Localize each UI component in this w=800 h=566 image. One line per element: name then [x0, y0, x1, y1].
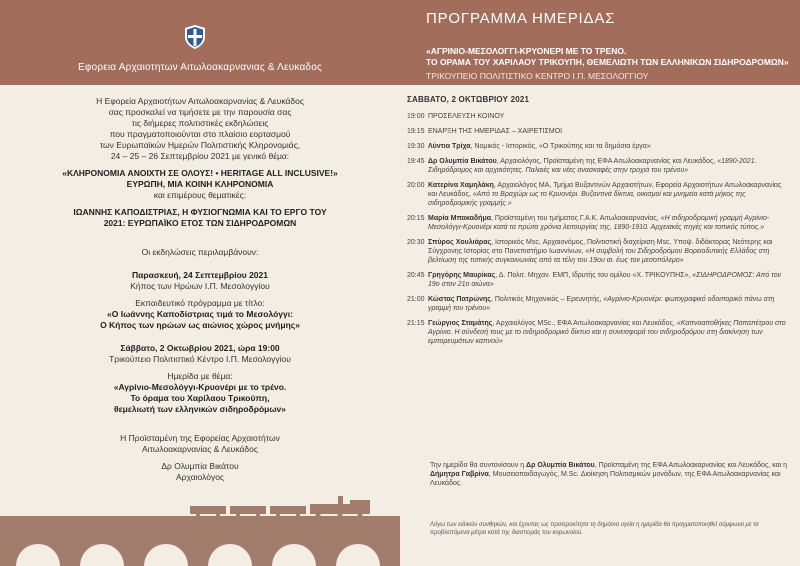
saturday-title-1: «Αγρίνιο-Μεσολόγγι-Κρυονέρι με το τρένο.	[113, 382, 287, 392]
item-time: 21:00	[407, 296, 425, 303]
item-text	[428, 157, 787, 175]
speaker-name: Γεώργιος Σταμάτης	[428, 320, 493, 327]
program-item	[407, 271, 787, 289]
day-title: ΣΑΒΒΑΤΟ, 2 ΟΚΤΩΒΡΙΟΥ 2021	[407, 95, 530, 104]
program-title: ΠΡΟΓΡΑΜΜΑ ΗΜΕΡΙΔΑΣ	[426, 10, 616, 27]
item-time: 20:45	[407, 272, 425, 279]
venue: ΤΡΙΚΟΥΠΕΙΟ ΠΟΛΙΤΙΣΤΙΚΟ ΚΕΝΤΡΟ Ι.Π. ΜΕΣΟΛΟΓΓΙΟΥ	[426, 71, 649, 81]
item-time: 19:30	[407, 143, 425, 150]
speaker-name: Μαρία Μπακαδήμα	[428, 215, 492, 222]
coord-text-3: , Μουσειοπαιδαγωγός, M.Sc. Διοίκηση Πολιτισμικών μονάδων, της ΕΦΑ Αιτωλοακαρνανίας και Λευκάδος.	[430, 471, 781, 487]
event-title-line-1: «ΑΓΡΙΝΙΟ-ΜΕΣΟΛΟΓΓΙ-ΚΡΥΟΝΕΡΙ ΜΕ ΤΟ ΤΡΕΝΟ.	[426, 46, 627, 56]
saturday-place: Τρικούπειο Πολιτιστικό Κέντρο Ι.Π. Μεσολογγίου	[109, 354, 291, 364]
item-desc: , Νομικός - Ιστορικός, «Ο Τρικούπης και τα δημόσια έργα»	[470, 143, 651, 150]
friday-title-1: «Ο Ιωάννης Καποδίστριας τιμά το Μεσολόγγι:	[107, 309, 293, 319]
item-desc: , Πολιτικός Μηχανικός – Ερευνητής,	[490, 296, 602, 303]
item-text	[428, 214, 787, 232]
events-intro: Οι εκδηλώσεις περιλαμβάνουν:	[141, 247, 259, 257]
friday-title-2: Ο Κήπος των ηρώων ως αιώνιος χώρος μνήμης»	[100, 320, 300, 330]
item-desc: , Αρχαιολόγος MA, Τμήμα Βυζαντινών Αρχαιοτήτων, Εφορεία Αρχαιοτήτων Αιτωλοακαρνανίας και Λευκάδος,	[428, 182, 782, 198]
program-item	[407, 181, 787, 208]
greek-emblem-icon	[183, 24, 207, 50]
program-item	[407, 157, 787, 175]
saturday-time: ώρα 19:00	[237, 343, 280, 353]
coord-text-2: , Προϊσταμένη της ΕΦΑ Αιτωλοακαρνανίας και Λευκάδος, και η	[594, 462, 788, 469]
org-title: Εφορεια Αρχαιοτητων Αιτωλοακαρνανιας & Λευκαδος	[78, 62, 322, 73]
speaker-name: Κατερίνα Χαμηλάκη	[428, 182, 494, 189]
signature-role: Αρχαιολόγος	[175, 472, 225, 482]
item-text	[428, 181, 787, 208]
sub-intro: και επιμέρους θεματικές:	[153, 190, 247, 200]
invitation-column	[40, 96, 360, 483]
item-text	[428, 127, 787, 136]
item-text	[428, 112, 787, 121]
item-time: 20:15	[407, 215, 425, 222]
train-bridge-illustration	[0, 496, 400, 566]
speaker-name: Κώστας Πατρώνης	[428, 296, 491, 303]
signature-line-1: Η Προϊσταμένη της Εφορείας Αρχαιοτήτων	[120, 433, 280, 443]
header-left	[0, 0, 400, 85]
intro-line-5: των Ευρωπαϊκών Ημερών Πολιτιστικής Κληρονομιάς,	[99, 140, 301, 150]
speaker-name: Λύντια Τρίχα	[428, 143, 471, 150]
saturday-title-2: Το όραμα του Χαρίλαου Τρικούπη,	[130, 393, 270, 403]
intro-line-3: τις διήμερες πολιτιστικές εκδηλώσεις	[131, 118, 269, 128]
talk-title: «Αγρίνιο-Κρυονέρι: φωτογραφικό οδοιπορικό πάνω στη γραμμή του τρένου»	[428, 296, 775, 312]
talk-title: «ΣΙΔΗΡΟΔΡΟΜΟΣ: Από τον 19ο στον 21ο αιώνα»	[428, 272, 782, 288]
program-item	[407, 214, 787, 232]
item-desc: , Προϊσταμένη του τμήματος Γ.Α.Κ. Αιτωλοακαρνανίας,	[491, 215, 659, 222]
speaker-name: Γρηγόρης Μαυρίκας	[428, 272, 496, 279]
speaker-name: Δρ Ολυμπία Βικάτου	[428, 158, 497, 165]
friday-place: Κήπος των Ηρώων Ι.Π. Μεσολογγίου	[130, 281, 270, 291]
program-item	[407, 127, 787, 136]
item-time: 19:15	[407, 128, 425, 135]
item-time: 21:15	[407, 320, 425, 327]
program-item	[407, 319, 787, 346]
item-text	[428, 295, 787, 313]
coord-text-1: Την ημερίδα θα συντονίσουν η	[430, 462, 527, 469]
item-time: 20:00	[407, 182, 425, 189]
item-time: 20:30	[407, 239, 425, 246]
saturday-desc: Ημερίδα με θέμα:	[167, 371, 233, 381]
coordinators-text	[430, 461, 790, 488]
header-right	[420, 0, 800, 85]
talk-title: «Η συμβολή του Σιδηροδρόμου Βορειοδυτικής Ελλάδος στη βελτίωση της τοπικής συγκοινωνίας από τα τέλη του 19ου αι. έως τον μεσοπόλεμο»	[428, 248, 770, 264]
talk-title: «Από το Βραχώρι ως το Κρυονέρι. Βυζαντινά δίκτυα, οικισμοί και μνημεία κατά μήκος της σιδηροδρομικής γραμμής.»	[428, 191, 746, 207]
intro-line-4: που πραγματοποιούνται στο πλαίσιο εορτασμού	[109, 129, 291, 139]
event-title	[426, 46, 789, 68]
item-text	[428, 142, 787, 151]
intro-line-1: Η Εφορεία Αρχαιοτήτων Αιτωλοακαρνανίας & Λευκάδος	[96, 96, 304, 106]
header-band	[0, 0, 800, 85]
coordinator-name-2: Δήμητρα Γαβρίνα	[430, 471, 489, 478]
talk-title: «Καπνοαποθήκες Παπαπέτρου στο Αγρίνιο. Η σύνδεσή τους με το σιδηροδρομικό δίκτυο και η συνεισφορά του σιδηροδρόμου στη διακίνηση των εμπορευμάτων καπνού»	[428, 320, 786, 345]
item-time: 19:00	[407, 113, 425, 120]
program-item	[407, 142, 787, 151]
saturday-date: Σάββατο, 2 Οκτωβρίου 2021,	[120, 343, 236, 353]
program-item	[407, 238, 787, 265]
covid-note: Λόγω των ειδικών συνθηκών, και έχοντας ως προτεραιότητα τη δημόσια υγεία η ημερίδα θα πραγματοποιηθεί σύμφωνα με τα προβλεπόμενα μέτρα κατά της διασποράς του κορωνοϊού.	[430, 522, 759, 536]
talk-title: «1890-2021. Σιδηρόδρομος και αρχαιότητες. Παλαιές και νέες ανασκαφές στην τροχιά του τρένου»	[428, 158, 757, 174]
program-item	[407, 295, 787, 313]
program-column	[407, 95, 787, 352]
friday-desc: Εκπαιδευτικό πρόγραμμα με τίτλο:	[135, 298, 265, 308]
event-title-line-2: ΤΟ ΟΡΑΜΑ ΤΟΥ ΧΑΡΙΛΑΟΥ ΤΡΙΚΟΥΠΗ, ΘΕΜΕΛΙΩΤΗ ΤΩΝ ΕΛΛΗΝΙΚΩΝ ΣΙΔΗΡΟΔΡΟΜΩΝ»	[426, 57, 789, 67]
theme-line-2: ΕΥΡΩΠΗ, ΜΙΑ ΚΟΙΝΗ ΚΛΗΡΟΝΟΜΙΑ	[126, 179, 274, 189]
intro-line-6: 24 – 25 – 26 Σεπτεμβρίου 2021 με γενικό θέμα:	[110, 151, 290, 161]
item-text	[428, 238, 787, 265]
saturday-title-3: θεμελιωτή των ελληνικών σιδηροδρόμων»	[114, 404, 286, 414]
signature-name: Δρ Ολυμπία Βικάτου	[161, 461, 239, 471]
item-time: 19:45	[407, 158, 425, 165]
program-item	[407, 112, 787, 121]
item-text	[428, 319, 787, 346]
signature-line-2: Αιτωλοακαρνανίας & Λευκάδος	[142, 444, 258, 454]
item-desc: , Αρχαιολόγος MSc., ΕΦΑ Αιτωλοακαρνανίας και Λευκάδος,	[492, 320, 675, 327]
theme-line-1: «ΚΛΗΡΟΝΟΜΙΑ ΑΝΟΙΧΤΗ ΣΕ ΟΛΟΥΣ! • HERITAGE ALL INCLUSIVE!»	[62, 168, 338, 178]
item-desc: ΕΝΑΡΞΗ ΤΗΣ ΗΜΕΡΙΔΑΣ – ΧΑΙΡΕΤΙΣΜΟΙ	[428, 128, 563, 135]
coordinator-name-1: Δρ Ολυμπία Βικάτου	[526, 462, 595, 469]
friday-date: Παρασκευή, 24 Σεπτεμβρίου 2021	[131, 270, 268, 280]
sub-theme-1: ΙΩΑΝΝΗΣ ΚΑΠΟΔΙΣΤΡΙΑΣ, Η ΦΥΣΙΟΓΝΩΜΙΑ ΚΑΙ ΤΟ ΕΡΓΟ ΤΟΥ	[73, 207, 327, 217]
intro-line-2: σας προσκαλεί να τιμήσετε με την παρουσία σας	[108, 107, 292, 117]
talk-title: «Η σιδηροδρομική γραμμή Αγρίνιο-Μεσολόγγι-Κρυονέρι κατά τα πρώτα χρόνια λειτουργίας της, 1890-1910. Αρχειακές πηγές και τοπικός τύπος.»	[428, 215, 770, 231]
saturday-date-line	[40, 343, 360, 354]
sub-theme-2: 2021: ΕΥΡΩΠΑΪΚΟ ΕΤΟΣ ΤΩΝ ΣΙΔΗΡΟΔΡΟΜΩΝ	[103, 218, 297, 228]
item-desc: , Ιστορικός Msc, Αρχαιονόμος, Πολιτιστική διαχείριση Msc, Υποψ. διδάκτορας Νεότερης και Σύγχρονης Ιστορίας στο Πανεπιστήμιο Ιωαννίνων,	[428, 239, 773, 255]
speaker-name: Σπύρος Χουλιάρας	[428, 239, 492, 246]
item-desc: ΠΡΟΣΕΛΕΥΣΗ ΚΟΙΝΟΥ	[428, 113, 505, 120]
item-desc: , Δ. Πολιτ. Μηχαν. ΕΜΠ, Ιδρυτής του ομίλου «Χ. ΤΡΙΚΟΥΠΗΣ»,	[495, 272, 691, 279]
item-desc: , Αρχαιολόγος, Προϊσταμένη της ΕΦΑ Αιτωλοακαρνανίας και Λευκάδος,	[496, 158, 716, 165]
item-text	[428, 271, 787, 289]
